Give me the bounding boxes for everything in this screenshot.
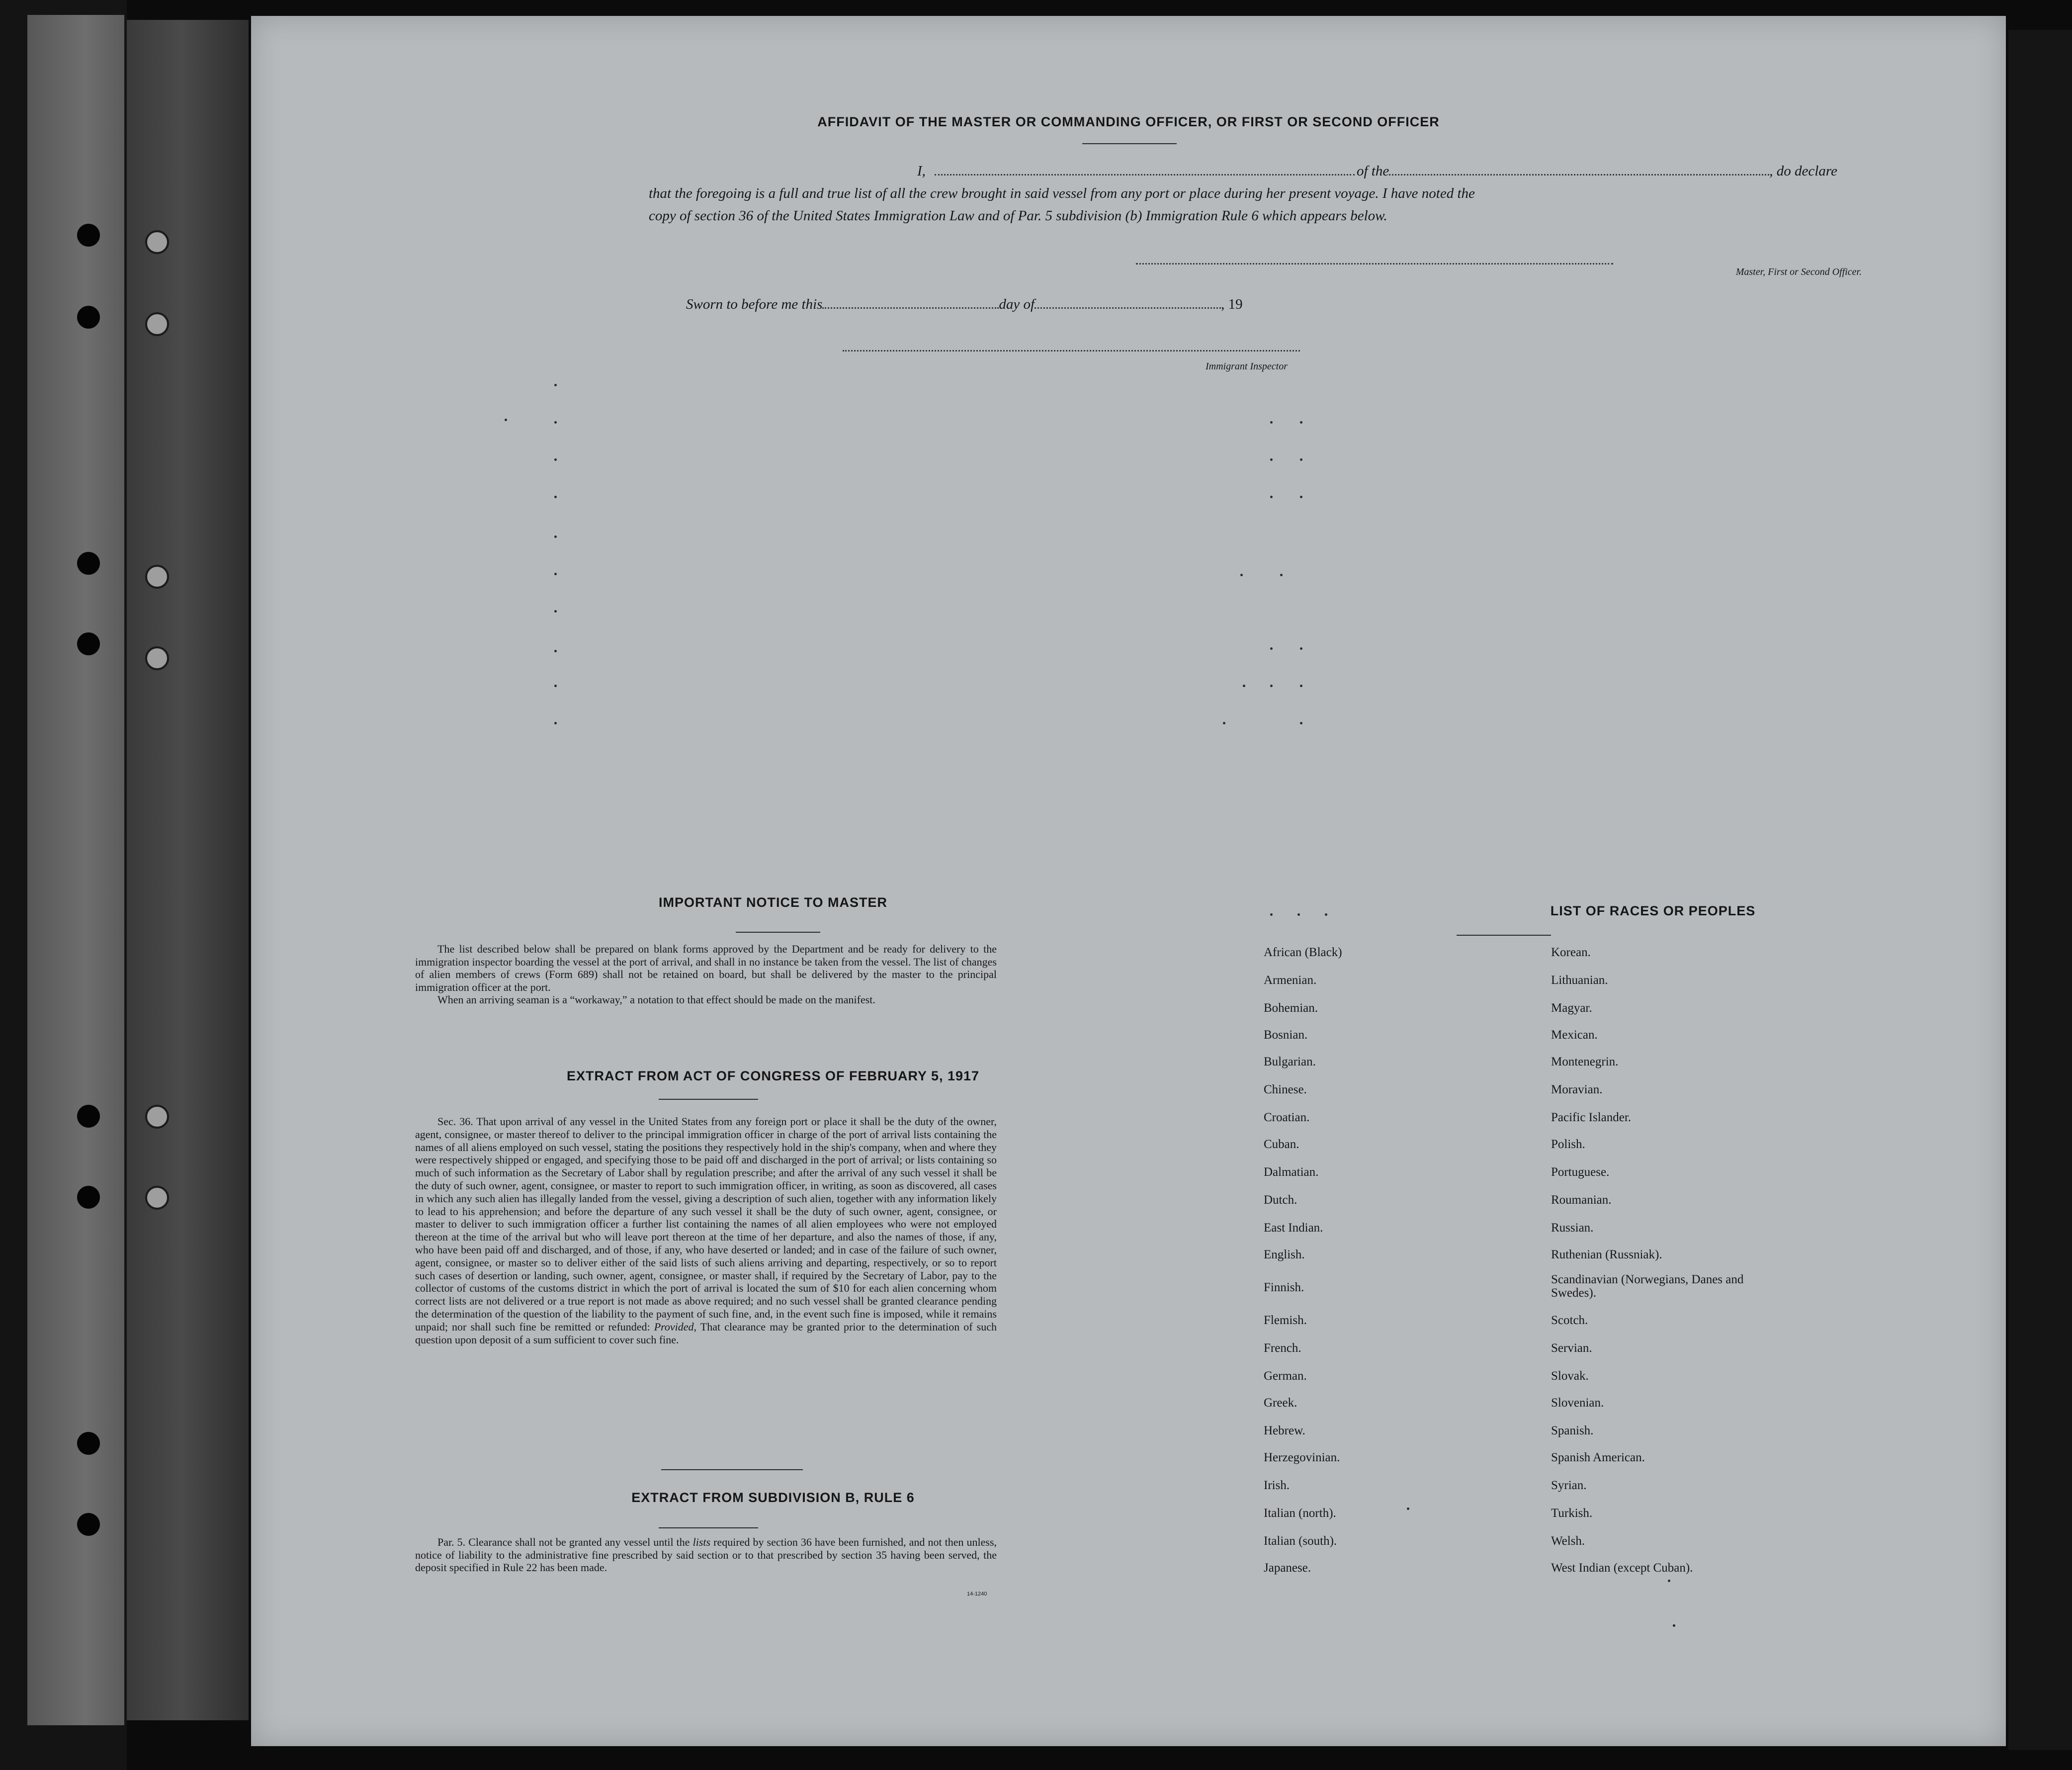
speck — [554, 722, 557, 724]
speck — [554, 685, 557, 687]
speck — [1223, 722, 1225, 724]
affidavit-line-3: copy of section 36 of the United States Immigration Law and of Par. 5 subdivision (b) Immigration Rule 6 which appears below. — [649, 208, 1387, 224]
speck — [554, 496, 557, 498]
speck — [1270, 685, 1273, 687]
title-rule — [736, 932, 820, 933]
section-36-text — [415, 1115, 997, 1346]
title-rule — [1457, 935, 1551, 936]
race-item: East Indian. — [1264, 1221, 1323, 1235]
race-item: Servian. — [1551, 1341, 1592, 1355]
sworn-month-field[interactable] — [1035, 294, 1221, 309]
race-item: Polish. — [1551, 1138, 1585, 1151]
race-item: Finnish. — [1264, 1281, 1304, 1294]
day-of-label: day of — [999, 296, 1035, 312]
punch-hole — [77, 224, 100, 247]
race-item: Irish. — [1264, 1479, 1290, 1492]
speck — [1673, 1624, 1675, 1627]
title-rule — [659, 1527, 758, 1528]
speck — [1240, 574, 1243, 576]
speck — [554, 458, 557, 461]
inspector-signature-field[interactable] — [843, 350, 1300, 352]
binder-ring — [145, 1186, 169, 1210]
race-item: Roumanian. — [1551, 1193, 1612, 1207]
speck — [1270, 458, 1273, 461]
race-item: Bulgarian. — [1264, 1055, 1316, 1068]
speck — [1300, 421, 1302, 424]
speck — [1243, 685, 1245, 687]
section-36-body: That upon arrival of any vessel in the United States from any foreign port or place it shall be the duty of the owner, agent, consignee, or master thereof to deliver to the principal immigration officer in charge of the port of arrival lists containing the names of all aliens employed on such vessel, stating the positions they respectively hold in the ship's company, when and where they were respectively shipped or engaged, and specifying those to be paid off and discharged in the port of arrival; or lists containing so much of such information as the Secretary of Labor shall by regulation prescribe; and after the arrival of any such vessel it shall be the duty of such owner, agent, consignee, or master to report to such immigration officer, in writing, as soon as discovered, all cases in which any such alien has illegally landed from the vessel, giving a description of such alien, together with any information likely to lead to his apprehension; and before the departure of any such vessel it shall be the duty of such owner, agent, consignee, or master to deliver to such immigration officer a further list containing the names of all alien employees who were not employed thereon at the time of the arrival but who will leave port thereon at the time of her departure, and also the names of those, if any, who have been paid off and discharged, and of those, if any, who have deserted or landed; and in case of the failure of such owner, agent, consignee, or master so to deliver either of the said lists of such aliens arriving and departing, respectively, or so to report such cases of desertion or landing, such owner, agent, consignee, or master shall, if required by the Secretary of Labor, pay to the collector of customs of the customs district in which the port of arrival is located the sum of $10 for each alien concerning whom correct lists are not delivered or a true report is not made as above required; and no such vessel shall be granted clearance pending the determination of the question of the liability to the payment of such fine, and, in the event such fine is imposed, while it remains unpaid; nor shall such fine be remitted or refunded: — [415, 1115, 997, 1333]
race-item: Armenian. — [1264, 974, 1317, 987]
speck — [505, 419, 507, 421]
extract-act-title: EXTRACT FROM ACT OF CONGRESS OF FEBRUARY 5, 1917 — [566, 1068, 980, 1083]
speck — [1300, 496, 1302, 498]
punch-hole — [77, 1105, 100, 1128]
binder-ring — [145, 1105, 169, 1129]
provided-label: Provided, — [654, 1320, 697, 1333]
race-item: Dutch. — [1264, 1193, 1297, 1207]
race-item: Herzegovinian. — [1264, 1451, 1340, 1464]
sworn-day-field[interactable] — [822, 294, 999, 309]
races-title: LIST OF RACES OR PEOPLES — [1550, 903, 1756, 918]
paragraph-5-text — [415, 1536, 997, 1574]
punch-hole — [77, 552, 100, 575]
section-36-body-end: That clearance may be granted prior to the determination of such question upon deposit of a sum sufficient to cover such fine. — [415, 1320, 997, 1346]
paragraph-5-start: Par. 5. Clearance shall not be granted any vessel until the — [437, 1536, 690, 1548]
binding-strip-inner — [127, 20, 249, 1720]
master-signature-caption: Master, First or Second Officer. — [1735, 266, 1862, 277]
race-item: Lithuanian. — [1551, 974, 1608, 987]
race-item: Mexican. — [1551, 1028, 1598, 1042]
race-item: Hebrew. — [1264, 1424, 1305, 1437]
sworn-label: Sworn to before me this — [686, 296, 823, 312]
race-item: Spanish American. — [1551, 1451, 1645, 1464]
inspector-caption: Immigrant Inspector — [1206, 361, 1288, 372]
race-item: Croatian. — [1264, 1111, 1310, 1124]
race-item: Syrian. — [1551, 1479, 1587, 1492]
binder-ring — [145, 646, 169, 670]
race-item: Turkish. — [1551, 1506, 1593, 1520]
speck — [554, 421, 557, 424]
race-item: Cuban. — [1264, 1138, 1299, 1151]
speck — [1300, 722, 1302, 724]
race-item: Slovenian. — [1551, 1396, 1604, 1410]
notice-paragraph-1: The list described below shall be prepared on blank forms approved by the Department and be ready for delivery to the immigration inspector boarding the vessel at the port of arrival, and shall in no instance be taken from the vessel. The list of changes of alien members of crews (Form 689) shall not be retained on board, but shall be delivered by the master to the principal immigration officer at the port. — [415, 943, 997, 993]
punch-hole — [77, 306, 100, 329]
paragraph-5-end: required by section 36 have been furnished, and not then unless, notice of liability to the administrative fine prescribed by said section or to that prescribed by section 35 having been served, the deposit specified in Rule 22 has been made. — [415, 1536, 997, 1574]
vessel-field[interactable] — [1389, 160, 1769, 176]
speck — [1280, 574, 1283, 576]
extract-rule-title: EXTRACT FROM SUBDIVISION B, RULE 6 — [631, 1490, 915, 1505]
race-item: Italian (south). — [1264, 1534, 1337, 1548]
race-item: African (Black) — [1264, 946, 1342, 959]
race-item: West Indian (except Cuban). — [1551, 1561, 1693, 1575]
race-item: Korean. — [1551, 946, 1591, 959]
race-item: Ruthenian (Russniak). — [1551, 1248, 1662, 1261]
race-item: Dalmatian. — [1264, 1165, 1319, 1179]
race-item: French. — [1264, 1341, 1301, 1355]
race-item: Spanish. — [1551, 1424, 1594, 1437]
punch-hole — [77, 632, 100, 655]
race-item: Bohemian. — [1264, 1001, 1318, 1015]
race-item: Bosnian. — [1264, 1028, 1308, 1042]
speck — [1270, 421, 1273, 424]
race-item: Scandinavian (Norwegians, Danes and Swedes). — [1551, 1273, 1744, 1300]
race-item: Pacific Islander. — [1551, 1111, 1632, 1124]
year-label: , 19 — [1221, 296, 1243, 312]
punch-hole — [77, 1432, 100, 1455]
race-item: Montenegrin. — [1551, 1055, 1619, 1068]
race-item: Portuguese. — [1551, 1165, 1610, 1179]
punch-hole — [77, 1186, 100, 1209]
section-divider — [661, 1469, 803, 1470]
speck — [1270, 647, 1273, 650]
race-item: German. — [1264, 1369, 1307, 1383]
speck — [1300, 685, 1302, 687]
binding-strip-outer — [27, 15, 124, 1725]
binder-ring — [145, 230, 169, 254]
do-declare-label: , do declare — [1769, 163, 1837, 179]
speck — [554, 573, 557, 575]
notice-body — [415, 943, 997, 1006]
speck — [1270, 913, 1273, 916]
race-item: English. — [1264, 1248, 1305, 1261]
race-item: Magyar. — [1551, 1001, 1592, 1015]
speck — [1300, 647, 1302, 650]
name-field[interactable] — [935, 160, 1355, 176]
notice-title: IMPORTANT NOTICE TO MASTER — [659, 895, 887, 910]
affidavit-line-1 — [649, 160, 1867, 182]
race-item: Flemish. — [1264, 1314, 1307, 1327]
speck — [1270, 496, 1273, 498]
title-rule — [659, 1099, 758, 1100]
affidavit-line-2: that the foregoing is a full and true list of all the crew brought in said vessel from any port or place during her present voyage. I have noted the — [649, 185, 1475, 201]
race-item: Russian. — [1551, 1221, 1594, 1235]
binder-ring — [145, 565, 169, 589]
race-item: Japanese. — [1264, 1561, 1311, 1575]
sworn-line — [686, 294, 1243, 313]
race-item: Scotch. — [1551, 1314, 1588, 1327]
form-page — [251, 16, 2006, 1746]
title-rule — [1082, 143, 1177, 144]
speck — [554, 610, 557, 613]
speck — [1300, 458, 1302, 461]
of-the-label: of the — [1357, 163, 1389, 179]
race-item: Greek. — [1264, 1396, 1297, 1410]
punch-hole — [77, 1513, 100, 1536]
section-36-label: Sec. 36. — [437, 1115, 473, 1128]
race-item: Moravian. — [1551, 1083, 1603, 1096]
race-item: Italian (north). — [1264, 1506, 1336, 1520]
race-item: Chinese. — [1264, 1083, 1307, 1096]
speck — [554, 650, 557, 652]
speck — [1668, 1580, 1670, 1582]
master-signature-field[interactable] — [1136, 263, 1613, 265]
race-item: Welsh. — [1551, 1534, 1585, 1548]
notice-paragraph-2: When an arriving seaman is a “workaway,” a notation to that effect should be made on the manifest. — [437, 993, 875, 1006]
speck — [554, 535, 557, 538]
affidavit-body — [649, 160, 1867, 227]
lists-label: lists — [692, 1536, 711, 1548]
i-label: I, — [917, 163, 926, 179]
race-item: Slovak. — [1551, 1369, 1589, 1383]
binder-ring — [145, 312, 169, 336]
form-number: 14-1240 — [967, 1591, 987, 1597]
right-scan-margin — [2008, 30, 2072, 1750]
speck — [554, 384, 557, 386]
affidavit-title: AFFIDAVIT OF THE MASTER OR COMMANDING OFFICER, OR FIRST OR SECOND OFFICER — [817, 114, 1440, 129]
speck — [1407, 1507, 1409, 1510]
